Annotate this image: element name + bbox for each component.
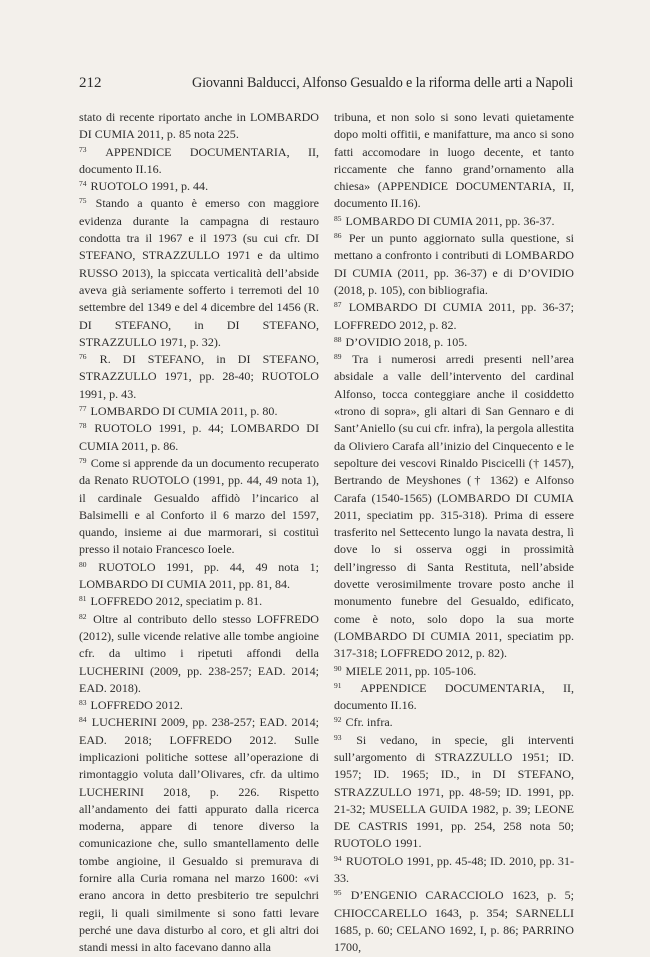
page-number: 212 [79,75,102,91]
notes-column-right [334,109,574,957]
footnote-88: $^{88}$ D’OVIDIO 2018, p. 105. [334,334,468,349]
footnote-83: $^{83}$ LOFFREDO 2012. [79,698,183,713]
footnote-91: $^{91}$ APPENDICE DOCUMENTARIA, II, documento II.16. [334,680,574,713]
footnote-77: $^{77}$ LOMBARDO DI CUMIA 2011, p. 80. [79,404,278,419]
footnote-80: $^{80}$ RUOTOLO 1991, pp. 44, 49 nota 1; LOMBARDO DI CUMIA 2011, pp. 81, 84. [79,559,319,592]
footnote-86: $^{86}$ Per un punto aggiornato sulla questione, si mettano a confronto i contributi di LOMBARDO DI CUMIA (2011, pp. 36-37) e di D’OVIDIO (2018, p. 105), con bibliografia. [334,231,574,297]
footnote-82: $^{82}$ Oltre al contributo dello stesso LOFFREDO (2012), sulle vicende relative alle tombe angioine cfr. da ultimo i ripetuti affondi della LUCHERINI (2009, pp. 238-257; EAD. 2014; EAD. 2018). [79,611,319,695]
footnote-74: $^{74}$ RUOTOLO 1991, p. 44. [79,179,209,194]
footnote-90: $^{90}$ MIELE 2011, pp. 105-106. [334,663,477,678]
page-header [79,75,573,95]
footnote-continuation: tribuna, et non solo si sono levati quietamente dopo molti offitii, e manifatture, ma anco si sono fatti accomodare in luogo decente, et tanto riccamente che fanno grand’ornamento alla chiesa» (APPENDICE DOCUMENTARIA, II, documento II.16). [334,110,574,211]
footnote-93: $^{93}$ Si vedano, in specie, gli interventi sull’argomento di STRAZZULLO 1951; ID. 1957; ID. 1965; ID., in DI STEFANO, STRAZZULLO 1971, pp. 48-59; ID. 1991, pp. 21-32; MUSELLA GUIDA 1982, p. 39; LEONE DE CASTRIS 1991, pp. 254, 258 nota 50; RUOTOLO 1991. [334,732,574,851]
footnote-75: $^{75}$ Stando a quanto è emerso con maggiore evidenza durante la campagna di restauro condotta tra il 1967 e il 1973 (su cui cfr. DI STEFANO, STRAZZULLO 1971 e da ultimo RUSSO 2013), la spiccata verticalità dell’abside aveva già seriamente sofferto i terremoti del 10 settembre del 1349 e del 4 dicembre del 1456 (R. DI STEFANO, in DI STEFANO, STRAZZULLO 1971, p. 32). [79,196,319,349]
footnote-84: $^{84}$ LUCHERINI 2009, pp. 238-257; EAD. 2014; EAD. 2018; LOFFREDO 2012. Sulle implicazioni politiche sottese all’operazione di rimontaggio voluta dall’Olivares, cfr. da ultimo LUCHERINI 2018, p. 226. Rispetto all’andamento dei fatti appurato dalla ricerca moderna, appare di tenore diverso la comunicazione che, sullo smantellamento delle tombe angioine, il Gesualdo si premurava di fornire alla Curia romana nel marzo 1600: «vi erano ancora in detto presbiterio tre sepulchri regii, li quali similmente si sono fatti levare perché une dava disturbo al coro, et gli altri doi standi messi in alto facevano danno alla [79,715,319,955]
footnote-81: $^{81}$ LOFFREDO 2012, speciatim p. 81. [79,594,263,609]
footnote-94: $^{94}$ RUOTOLO 1991, pp. 45-48; ID. 2010, pp. 31-33. [334,853,574,886]
footnote-78: $^{78}$ RUOTOLO 1991, p. 44; LOMBARDO DI CUMIA 2011, p. 86. [79,421,319,453]
notes-column-left [79,109,319,957]
footnote-continuation: stato di recente riportato anche in LOMBARDO DI CUMIA 2011, p. 85 nota 225. [79,110,319,142]
footnote-87: $^{87}$ LOMBARDO DI CUMIA 2011, pp. 36-37; LOFFREDO 2012, p. 82. [334,300,575,332]
footnote-79: $^{79}$ Come si apprende da un documento recuperato da Renato RUOTOLO (1991, pp. 44, 49 nota 1), il cardinale Gesualdo affidò l’incarico al Balsimelli e al Conforto il 6 marzo del 1597, quando, insieme ai due marmorari, si costituì presso il notaio Francesco Ioele. [79,455,320,557]
footnote-73: $^{73}$ APPENDICE DOCUMENTARIA, II, documento II.16. [79,144,319,176]
footnote-85: $^{85}$ LOMBARDO DI CUMIA 2011, pp. 36-37. [334,213,555,228]
footnote-92: $^{92}$ Cfr. infra. [334,715,393,730]
footnote-89: $^{89}$ Tra i numerosi arredi presenti nell’area absidale a valle dell’intervento del cardinal Alfonso, tocca conteggiare anche il cosiddetto «trono di sopra», gli altari di San Gennaro e di Sant’Aniello (su cui cfr. infra), la pergola allestita da Oliviero Carafa all’inizio del Cinquecento e le sepolture dei vescovi Rinaldo Piscicelli († 1457), Bertrando de Meyshones († 1362) e Alfonso Carafa (1540-1565) (LOMBARDO DI CUMIA 2011, speciatim pp. 315-318). Prima di essere trasferito nel Settecento lungo la navata destra, lì dove lo si osserva oggi in prossimità dell’ingresso di Santa Restituta, nell’abside dovette verosimilmente trovare posto anche il monumento funebre del Gesualdo, edificato, come è noto, solo dopo la sua morte (LOMBARDO DI CUMIA 2011, speciatim pp. 317-318; LOFFREDO 2012, p. 82). [334,352,575,661]
running-title: Giovanni Balducci, Alfonso Gesualdo e la riforma delle arti a Napoli [191,75,573,91]
footnote-76: $^{76}$ R. DI STEFANO, in DI STEFANO, STRAZZULLO 1971, pp. 28-40; RUOTOLO 1991, p. 43. [79,352,319,401]
footnote-95: $^{95}$ D’ENGENIO CARACCIOLO 1623, p. 5; CHIOCCARELLO 1643, p. 354; SARNELLI 1685, p. 60; CELANO 1692, I, p. 86; PARRINO 1700, [334,888,575,955]
